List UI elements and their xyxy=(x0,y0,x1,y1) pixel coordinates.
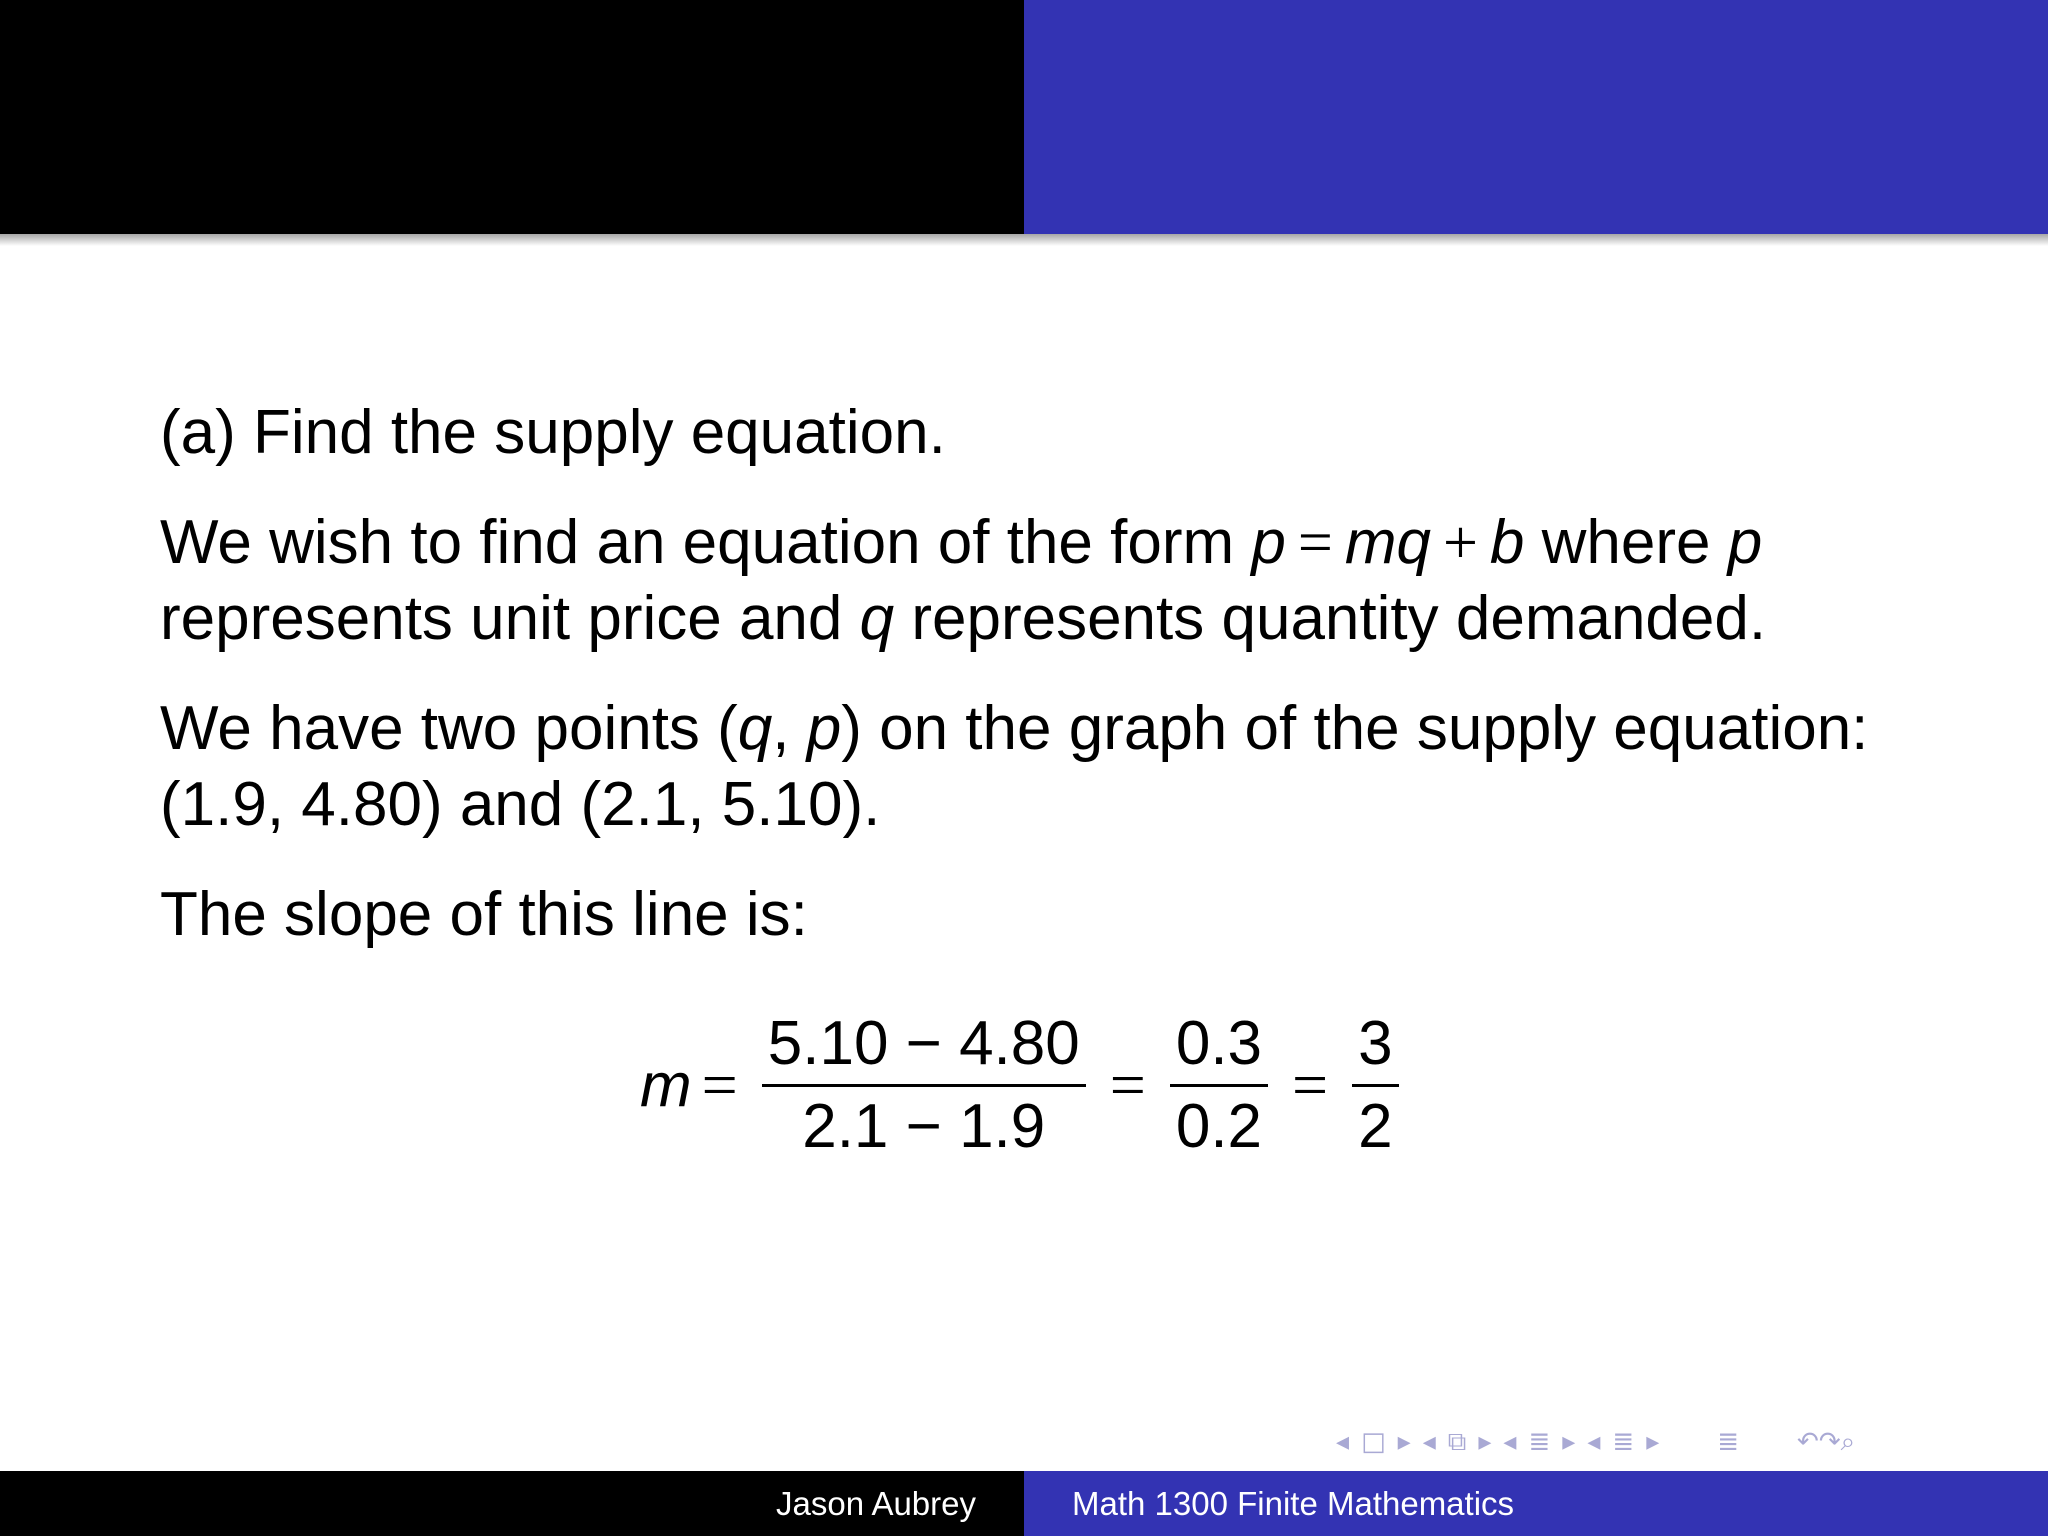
text: represents quantity demanded. xyxy=(894,584,1767,653)
fraction-numerator: 5.10 − 4.80 xyxy=(767,1008,1080,1078)
fraction-denominator: 2.1 − 1.9 xyxy=(802,1091,1046,1161)
text: We have two points ( xyxy=(160,694,738,763)
section-prev-icon[interactable]: ◂ xyxy=(1503,1427,1517,1457)
subsection-icon[interactable]: ⧉ xyxy=(1447,1426,1467,1457)
points-values: (1.9, 4.80) and (2.1, 5.10). xyxy=(160,770,881,839)
var-mq: mq xyxy=(1344,508,1431,577)
header-shadow xyxy=(0,234,2048,246)
fraction-decimal xyxy=(1170,1008,1268,1163)
footer-author: Jason Aubrey xyxy=(776,1485,976,1522)
fraction-numerator: 0.3 xyxy=(1175,1008,1263,1078)
paragraph-points-line1 xyxy=(160,691,1960,767)
text: where xyxy=(1524,508,1728,577)
search-back-forward-icon[interactable]: ↶↷⌕ xyxy=(1797,1426,1856,1457)
footer-left-panel xyxy=(0,1471,1024,1536)
equals-sign: = xyxy=(701,1049,738,1120)
var-p: p xyxy=(1251,508,1286,577)
fraction-numerator: 3 xyxy=(1358,1008,1393,1078)
slope-equation xyxy=(640,1010,1413,1160)
subsubsection-icon[interactable]: ≣ xyxy=(1612,1427,1635,1457)
beamer-navigation xyxy=(1330,1424,1861,1460)
fraction-bar xyxy=(1170,1084,1268,1087)
header-left-panel xyxy=(0,0,1024,234)
paragraph-form-line1 xyxy=(160,505,1960,581)
fraction-denominator: 0.2 xyxy=(1175,1091,1263,1161)
var-q: q xyxy=(737,694,773,763)
fraction-bar xyxy=(762,1084,1086,1087)
var-b: b xyxy=(1489,508,1525,577)
section-icon[interactable]: ≣ xyxy=(1528,1427,1551,1457)
document-icon[interactable]: ≣ xyxy=(1717,1427,1740,1457)
part-a-heading: (a) Find the supply equation. xyxy=(160,398,946,467)
subsubsection-next-icon[interactable]: ▸ xyxy=(1646,1427,1660,1457)
equals-sign: = xyxy=(1292,1049,1329,1120)
text: represents unit price and xyxy=(160,584,860,653)
text: We wish to find an equation of the form xyxy=(160,508,1252,577)
frame-prev-icon[interactable]: ◂ xyxy=(1336,1427,1350,1457)
slope-intro: The slope of this line is: xyxy=(160,880,808,949)
paragraph-form xyxy=(160,505,1960,657)
var-p: p xyxy=(1727,508,1763,577)
plus-sign: + xyxy=(1442,509,1478,577)
header-right-panel xyxy=(1024,0,2048,234)
footer-course-title: Math 1300 Finite Mathematics xyxy=(1072,1485,1515,1522)
fraction-denominator: 2 xyxy=(1358,1091,1393,1161)
slide-body xyxy=(160,395,1960,987)
paragraph-form-line2 xyxy=(160,581,1960,657)
header-bar xyxy=(0,0,2048,234)
equals-sign: = xyxy=(1297,509,1333,577)
subsection-prev-icon[interactable]: ◂ xyxy=(1422,1427,1436,1457)
fraction-result xyxy=(1352,1008,1398,1163)
slope-var-m: m xyxy=(640,1050,692,1120)
fraction-differences xyxy=(762,1008,1086,1163)
frame-next-icon[interactable]: ▸ xyxy=(1397,1427,1411,1457)
paragraph-points xyxy=(160,691,1960,843)
equals-sign: = xyxy=(1109,1049,1146,1120)
frame-icon[interactable]: □ xyxy=(1361,1427,1386,1457)
footer-right-panel xyxy=(1024,1471,2048,1536)
subsection-next-icon[interactable]: ▸ xyxy=(1478,1427,1492,1457)
footer-bar xyxy=(0,1471,2048,1536)
section-next-icon[interactable]: ▸ xyxy=(1562,1427,1576,1457)
var-p: p xyxy=(806,694,842,763)
subsubsection-prev-icon[interactable]: ◂ xyxy=(1587,1427,1601,1457)
fraction-bar xyxy=(1352,1084,1398,1087)
text: , xyxy=(772,694,807,763)
var-q: q xyxy=(859,584,895,653)
text: ) on the graph of the supply equation: xyxy=(841,694,1869,763)
